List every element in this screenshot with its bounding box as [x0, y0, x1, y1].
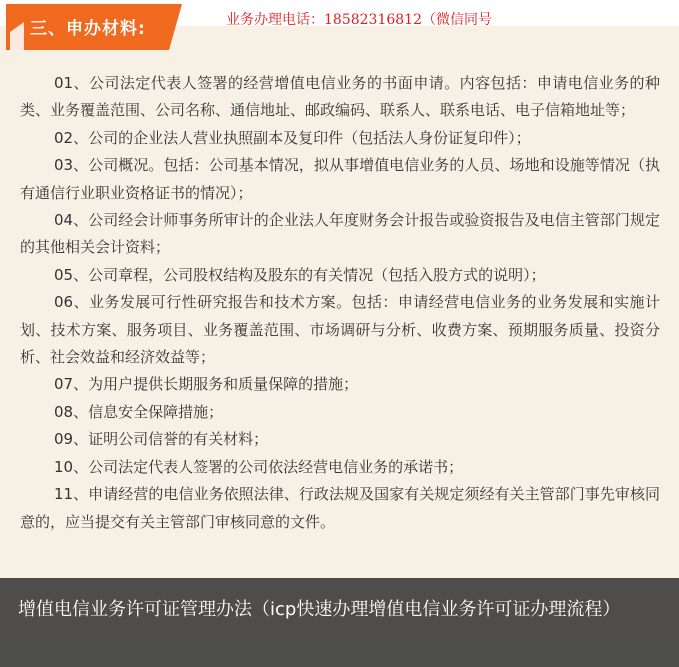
list-item: 06、业务发展可行性研究报告和技术方案。包括：申请经营电信业务的业务发展和实施计划、技术方案、服务项目、业务覆盖范围、市场调研与分析、收费方案、预期服务质量、投资分析、社会效益和经济效益等； — [20, 293, 660, 367]
list-item: 01、公司法定代表人签署的经营增值电信业务的书面申请。内容包括：申请电信业务的种类、业务覆盖范围、公司名称、通信地址、邮政编码、联系人、联系电话、电子信箱地址等； — [20, 74, 660, 120]
list-item: 10、公司法定代表人签署的公司依法经营电信业务的承诺书； — [54, 457, 464, 476]
section-title: 三、申办材料: — [30, 19, 146, 39]
list-item: 02、公司的企业法人营业执照副本及复印件（包括法人身份证复印件）； — [54, 128, 531, 147]
list-item: 11、申请经营的电信业务依照法律、行政法规及国家有关规定须经有关主管部门事先审核同意的，应当提交有关主管部门审核同意的文件。 — [20, 485, 660, 531]
materials-list — [20, 70, 660, 536]
business-hotline: 业务办理电话：18582316812（微信同号 — [226, 12, 492, 28]
list-item: 05、公司章程，公司股权结构及股东的有关情况（包括入股方式的说明）； — [54, 265, 546, 284]
list-item: 08、信息安全保障措施； — [54, 402, 224, 421]
list-item: 04、公司经会计师事务所审计的企业法人年度财务会计报告或验资报告及电信主管部门规定的其他相关会计资料； — [20, 211, 660, 257]
article-caption[interactable]: 增值电信业务许可证管理办法（icp快速办理增值电信业务许可证办理流程） — [18, 599, 621, 620]
list-item: 03、公司概况。包括：公司基本情况，拟从事增值电信业务的人员、场地和设施等情况（执有通信行业职业资格证书的情况）； — [20, 156, 660, 202]
section-header-banner — [6, 4, 182, 50]
list-item: 09、证明公司信誉的有关材料； — [54, 430, 269, 449]
list-item: 07、为用户提供长期服务和质量保障的措施； — [54, 375, 359, 394]
